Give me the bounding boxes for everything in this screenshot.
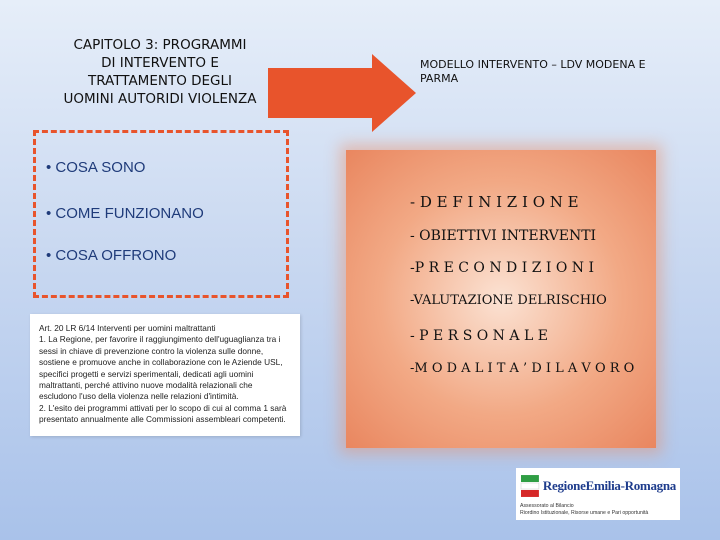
article-line: 1. La Regione, per favorire il raggiungimento dell'uguaglianza tra i sessi in chiave di prevenzione contro la violenza sulle donne, sostiene e promuove anche in collaborazione con le Aziende USL, specifici progetti e servizi sperimentali, dedicati agli uomini maltrattanti, perché attivino nuove modalità relazionali che escludono l'uso della violenza nelle relazioni d'intimità. [39,334,283,402]
chapter-title-line: TRATTAMENTO DEGLI [87,73,233,89]
panel-item: -VALUTAZIONE DELRISCHIO [410,293,607,308]
model-title-line: PARMA [420,72,459,85]
article-line: Art. 20 LR 6/14 Interventi per uomini maltrattanti [39,323,216,333]
topic-item: • COME FUNZIONANO [46,205,204,222]
chapter-title [40,36,280,108]
intervention-model-panel [346,150,656,448]
regione-logo-subtitle: Riordino Istituzionale, Risorse umane e Pari opportunità [520,510,649,516]
law-article-text [30,314,300,436]
panel-item: - P E R S O N A L E [410,328,548,344]
panel-item: - D E F I N I Z I O N E [410,193,579,211]
regione-logo-name: RegioneEmilia-Romagna [542,478,676,493]
topic-item: • COSA SONO [46,159,146,176]
model-title-line: MODELLO INTERVENTO – LDV MODENA E [420,58,646,71]
topics-box [33,130,289,298]
regione-emblem-icon [520,473,540,499]
panel-item: -P R E C O N D I Z I O N I [410,260,595,276]
panel-item: -M O D A L I T A ’ D I L A V O R O [410,361,635,376]
regione-logo-subtitle: Assessorato al Bilancio [520,503,574,509]
right-arrow-icon [268,54,416,132]
panel-item: - OBIETTIVI INTERVENTI [410,228,597,244]
model-title [420,58,690,86]
topic-item: • COSA OFFRONO [46,247,177,264]
regione-logo [516,468,680,520]
chapter-title-line: CAPITOLO 3: PROGRAMMI [73,37,247,53]
article-line: 2. L'esito dei programmi attivati per lo scopo di cui al comma 1 sarà presentato annualmente alle Commissioni assembleari competenti. [39,402,287,425]
chapter-title-line: DI INTERVENTO E [101,55,219,71]
chapter-title-line: UOMINI AUTORIDI VIOLENZA [63,91,257,107]
